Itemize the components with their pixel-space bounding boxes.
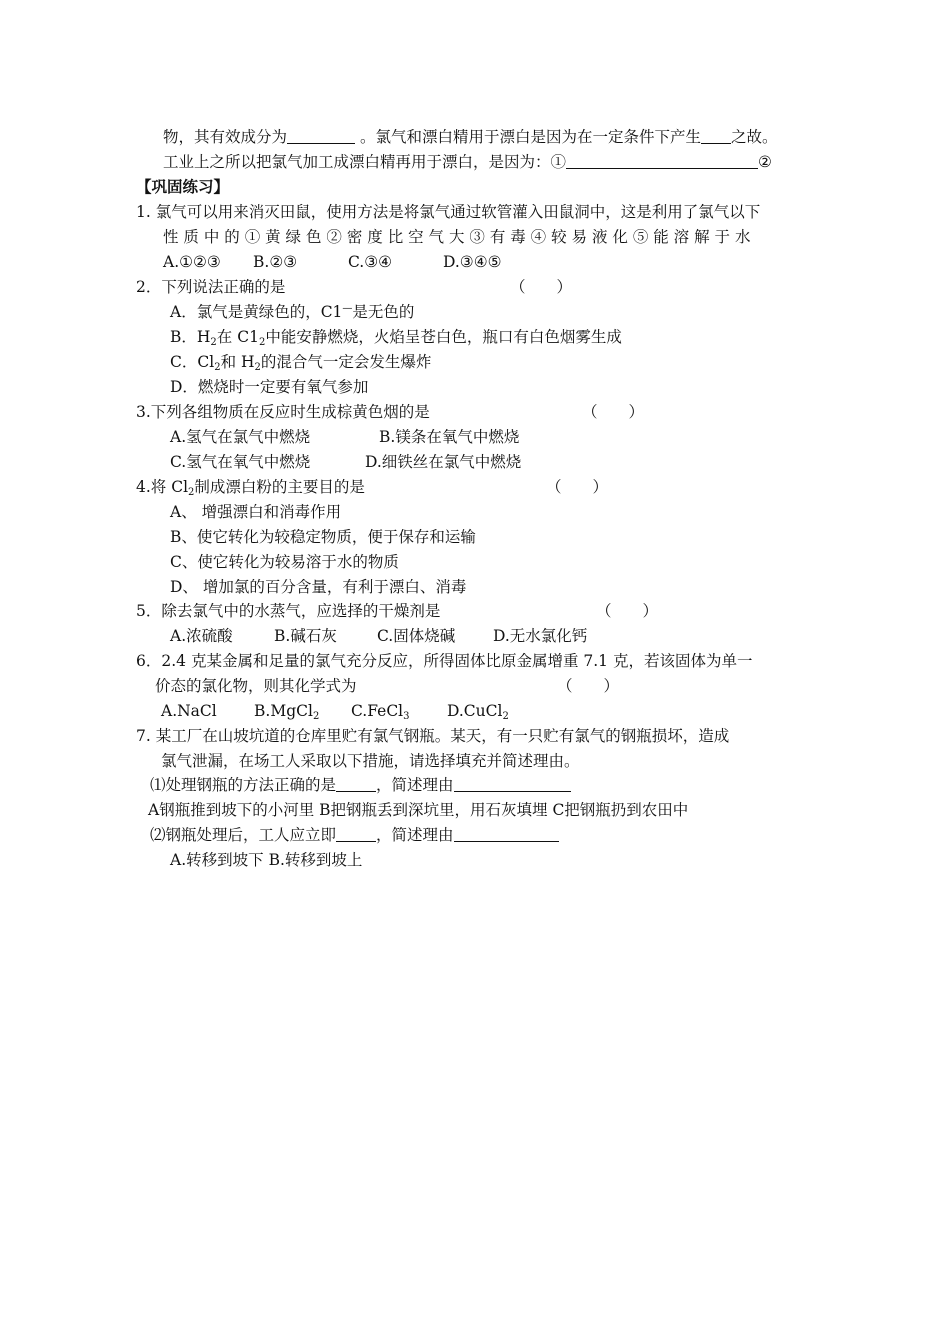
question-4-stem	[136, 477, 365, 497]
part-text: ⑴处理钢瓶的方法正确的是	[150, 776, 337, 794]
subscript: 2	[258, 337, 266, 348]
option-a[interactable]: A、 增强漂白和消毒作用	[170, 503, 342, 521]
option-text: C.FeCl	[351, 702, 404, 720]
answer-blank[interactable]	[336, 826, 376, 842]
question-6-stem: 6．2.4 克某金属和足量的氯气充分反应，所得固体比原金属增重 7.1 克，若该固体为单一	[136, 652, 753, 670]
answer-parentheses[interactable]: （ ）	[582, 403, 645, 421]
answer-parentheses[interactable]: （ ）	[557, 677, 620, 695]
option[interactable]: C.③④	[348, 253, 393, 271]
question-3-stem: 3.下列各组物质在反应时生成棕黄色烟的是	[136, 403, 430, 421]
option-a[interactable]	[161, 701, 217, 721]
intro-line-1	[163, 127, 777, 147]
intro-text: ②	[758, 153, 772, 171]
option-b[interactable]	[170, 327, 622, 347]
answer-parentheses[interactable]: （ ）	[596, 602, 659, 620]
option-b[interactable]: B、使它转化为较稳定物质，便于保存和运输	[170, 528, 476, 546]
answer-blank[interactable]	[701, 128, 731, 144]
question-5-stem: 5．除去氯气中的水蒸气，应选择的干燥剂是	[136, 602, 441, 620]
intro-text: 。氯气和漂白精用于漂白是因为在一定条件下产生	[355, 128, 701, 146]
option-c[interactable]	[170, 352, 431, 372]
question-7-stem-line-2: 氯气泄漏，在场工人采取以下措施，请选择填充并简述理由。	[161, 752, 580, 770]
option-text: 的混合气一定会发生爆炸	[260, 353, 432, 371]
question-7-part-1-options[interactable]: A钢瓶推到坡下的小河里 B把钢瓶丢到深坑里，用石灰填埋 C把钢瓶扔到农田中	[148, 801, 689, 819]
subscript: 2	[188, 487, 195, 498]
option-c[interactable]	[351, 701, 410, 721]
option-text: 和 H	[220, 353, 255, 371]
option-a[interactable]	[170, 302, 414, 322]
option-b[interactable]	[254, 701, 319, 721]
option-text: 在 C1	[216, 328, 259, 346]
part-text: ⑵钢瓶处理后，工人应立即	[150, 826, 337, 844]
question-2-stem: 2．下列说法正确的是	[136, 278, 286, 296]
option[interactable]: A.①②③	[163, 253, 221, 271]
question-7-part-2-options	[170, 850, 362, 870]
stem-text: 4.将 Cl	[136, 478, 189, 496]
option-b[interactable]: B.转移到坡上	[268, 851, 363, 869]
intro-text: 之故。	[730, 128, 778, 146]
option-text: C．Cl	[170, 353, 215, 371]
option-d[interactable]: D、 增加氯的百分含量，有利于漂白、消毒	[170, 578, 467, 596]
answer-blank[interactable]	[454, 776, 571, 792]
option-text: D.CuCl	[447, 702, 503, 720]
answer-blank[interactable]	[287, 128, 355, 144]
option-b[interactable]: B.镁条在氧气中燃烧	[379, 428, 520, 446]
answer-blank[interactable]	[566, 153, 758, 169]
answer-parentheses[interactable]: （ ）	[546, 478, 609, 496]
option-a[interactable]: A.浓硫酸	[170, 627, 233, 645]
part-text: ，简述理由	[376, 826, 454, 844]
option-a[interactable]: A.转移到坡下	[170, 851, 264, 869]
option-d[interactable]: D.细铁丝在氯气中燃烧	[365, 453, 522, 471]
question-1-options	[163, 252, 502, 272]
option-text: B．H	[170, 328, 211, 346]
subscript: 2	[254, 362, 261, 373]
option-c[interactable]: C.氢气在氧气中燃烧	[170, 453, 311, 471]
option-c[interactable]: C.固体烧碱	[377, 627, 456, 645]
answer-blank[interactable]	[454, 826, 559, 842]
question-1-stem: 1. 氯气可以用来消灭田鼠，使用方法是将氯气通过软管灌入田鼠洞中，这是利用了氯气以下	[136, 203, 761, 221]
subscript: 2	[214, 362, 221, 373]
intro-text: 工业上之所以把氯气加工成漂白精再用于漂白，是因为：①	[163, 153, 567, 171]
intro-text: 物，其有效成分为	[163, 128, 288, 146]
option[interactable]: B.②③	[253, 253, 298, 271]
stem-text: 制成漂白粉的主要目的是	[194, 478, 365, 496]
option-text: 是无色的	[352, 303, 415, 321]
option-d[interactable]: D.无水氯化钙	[493, 627, 588, 645]
question-1-stem-line-2: 性 质 中 的 ① 黄 绿 色 ② 密 度 比 空 气 大 ③ 有 毒 ④ 较 易 液 化 ⑤ 能 溶 解 于 水	[163, 228, 751, 246]
question-7-part-2	[150, 825, 559, 845]
answer-parentheses[interactable]: （ ）	[510, 278, 573, 296]
intro-line-2	[163, 152, 772, 172]
section-title: 【巩固练习】	[136, 177, 230, 196]
option-d[interactable]	[447, 701, 509, 721]
option-c[interactable]: C、使它转化为较易溶于水的物质	[170, 553, 399, 571]
option-text: A．氯气是黄绿色的，C1	[170, 303, 343, 321]
superscript: —	[342, 303, 353, 314]
option-text: B.MgCl	[254, 702, 313, 720]
subscript: 2	[210, 337, 217, 348]
part-text: ，简述理由	[376, 776, 454, 794]
question-6-stem-line-2: 价态的氯化物，则其化学式为	[155, 677, 357, 695]
option-a[interactable]: A.氢气在氯气中燃烧	[170, 428, 311, 446]
question-7-stem: 7. 某工厂在山坡坑道的仓库里贮有氯气钢瓶。某天，有一只贮有氯气的钢瓶损坏，造成	[136, 727, 730, 745]
question-7-part-1	[150, 775, 571, 795]
option-text: A.NaCl	[161, 702, 217, 720]
option[interactable]: D.③④⑤	[443, 253, 502, 271]
option-b[interactable]: B.碱石灰	[274, 627, 337, 645]
subscript: 3	[403, 711, 410, 722]
option-d[interactable]: D．燃烧时一定要有氧气参加	[170, 378, 369, 396]
subscript: 2	[312, 711, 320, 722]
subscript: 2	[502, 711, 509, 722]
option-text: 中能安静燃烧，火焰呈苍白色，瓶口有白色烟雾生成	[265, 328, 622, 346]
answer-blank[interactable]	[336, 776, 376, 792]
